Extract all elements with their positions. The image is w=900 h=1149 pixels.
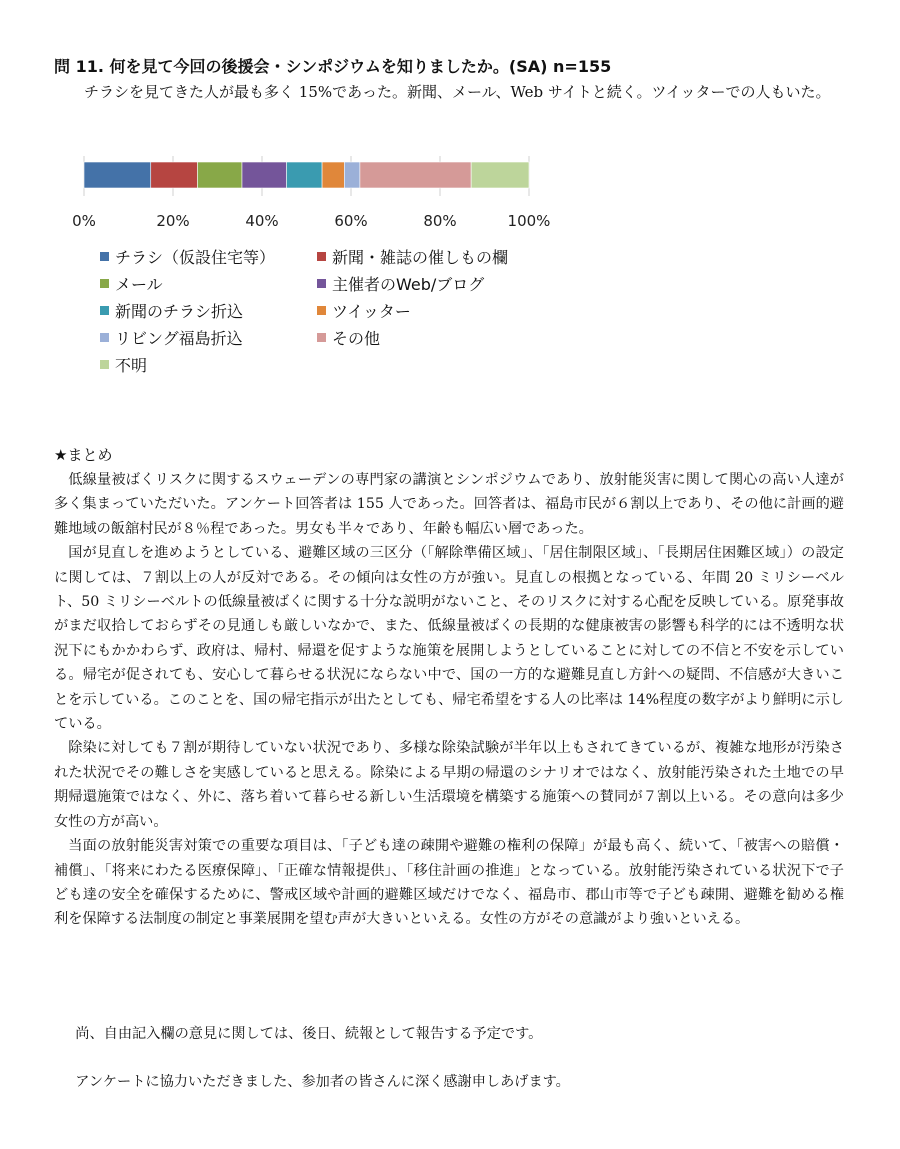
note-free-comments: 尚、自由記入欄の意見に関しては、後日、続報として報告する予定です。 <box>75 1026 543 1042</box>
chart-bars <box>84 162 529 188</box>
bar-segment-9 <box>471 162 529 188</box>
legend-label: 不明 <box>115 355 148 375</box>
summary-body <box>54 468 844 932</box>
legend-label: 新聞のチラシ折込 <box>115 301 244 321</box>
x-tick-label: 100% <box>507 212 551 230</box>
summary-paragraph-4: 当面の放射能災害対策での重要な項目は、「子ども達の疎開や避難の権利の保障」が最も高く、続いて、「被害への賠償・補償」、「将来にわたる医療保障」、「正確な情報提供」、「移住計画の推進」となっている。放射能汚染されている状況下で子ども達の安全を確保するために、警戒区域や計画的避難区域だけでなく、福島市、郡山市等で子ども疎開、避難を勧める権利を保障する法制度の制定と事業展開を望む声が大きいといえる。女性の方がその意識がより強いといえる。 <box>54 838 844 928</box>
question-title: 問 11. 何を見て今回の後援会・シンポジウムを知りましたか。(SA) n=155 <box>54 57 612 76</box>
x-tick-label: 40% <box>245 212 279 230</box>
legend-item <box>100 244 275 268</box>
bar-segment-4 <box>242 162 287 188</box>
legend-swatch <box>100 360 109 369</box>
x-tick-label: 20% <box>156 212 190 230</box>
legend-label: ツイッター <box>332 301 411 321</box>
summary-heading: ★まとめ <box>54 446 113 464</box>
legend-label: リビング福島折込 <box>115 328 243 348</box>
legend-label: 新聞・雑誌の催しもの欄 <box>332 247 509 267</box>
legend-swatch <box>317 252 326 261</box>
legend-item <box>100 298 243 322</box>
summary-paragraph-2: 国が見直しを進めようとしている、避難区域の三区分（「解除準備区域」、「居住制限区域」、「長期居住困難区域」）の設定に関しては、７割以上の人が反対である。その傾向は女性の方が強い。見直しの根拠となっている、年間 20 ミリシーベルト、50 ミリシーベルトの低線量被ばくに関する十分な説明がないこと、そのリスクに対する心配を反映している。原発事故がまだ収拾しておらずその見通しも厳しいなかで、また、低線量被ばくの長期的な健康被害の影響も科学的には不透明な状況下にもかかわらず、政府は、帰村、帰還を促すような施策を展開しようとしていることに対しての不信と不安を示している。帰宅が促されても、安心して暮らせる状況にならない中で、国の一方的な避難見直し方針への疑問、不信感が大きいことを示している。このことを、国の帰宅指示が出たとしても、帰宅希望をする人の比率は 14%程度の数字がより鮮明に示している。 <box>54 545 844 733</box>
legend-swatch <box>317 279 326 288</box>
summary-paragraph-1: 低線量被ばくリスクに関するスウェーデンの専門家の講演とシンポジウムであり、放射能災害に関して関心の高い人達が多く集まっていただいた。アンケート回答者は 155 人であった。回答者は、福島市民が６割以上であり、その他に計画的避難地域の飯舘村民が８％程であった。男女も半々であり、年齢も幅広い層であった。 <box>54 472 844 537</box>
note-thanks: アンケートに協力いただきました、参加者の皆さんに深く感謝申しあげます。 <box>75 1074 570 1090</box>
legend-label: 主催者のWeb/ブログ <box>332 274 485 294</box>
legend-label: チラシ（仮設住宅等） <box>115 247 276 267</box>
x-tick-label: 60% <box>334 212 368 230</box>
legend-item <box>100 271 163 295</box>
stacked-bar-chart <box>60 150 620 240</box>
legend-swatch <box>100 306 109 315</box>
bar-segment-6 <box>322 162 344 188</box>
legend-item <box>100 325 243 349</box>
legend-swatch <box>100 333 109 342</box>
legend-swatch <box>317 306 326 315</box>
legend-item <box>317 244 508 268</box>
legend-label: その他 <box>332 328 381 348</box>
legend-item <box>100 352 147 376</box>
bar-segment-1 <box>84 162 151 188</box>
legend-item <box>317 298 411 322</box>
x-tick-label: 80% <box>423 212 457 230</box>
bar-segment-2 <box>151 162 198 188</box>
summary-paragraph-3: 除染に対しても７割が期待していない状況であり、多様な除染試験が半年以上もされてきているが、複雑な地形が汚染された状況でその難しさを実感していると思える。除染による早期の帰還のシナリオではなく、放射能汚染された土地での早期帰還施策ではなく、外に、落ち着いて暮らせる新しい生活環境を構築する施策への賛同が７割以上いる。その意向は多少女性の方が高い。 <box>54 740 844 830</box>
bar-segment-7 <box>344 162 360 188</box>
bar-segment-5 <box>286 162 322 188</box>
legend-swatch <box>100 252 109 261</box>
legend-swatch <box>100 279 109 288</box>
legend-swatch <box>317 333 326 342</box>
x-tick-label: 0% <box>72 212 96 230</box>
question-description: チラシを見てきた人が最も多く 15%であった。新聞、メール、Web サイトと続く。ツイッターでの人もいた。 <box>84 83 831 101</box>
bar-segment-3 <box>197 162 242 188</box>
legend-item <box>317 271 484 295</box>
legend-label: メール <box>115 274 163 294</box>
bar-segment-8 <box>360 162 471 188</box>
legend-item <box>317 325 380 349</box>
chart-x-ticks <box>72 212 550 230</box>
